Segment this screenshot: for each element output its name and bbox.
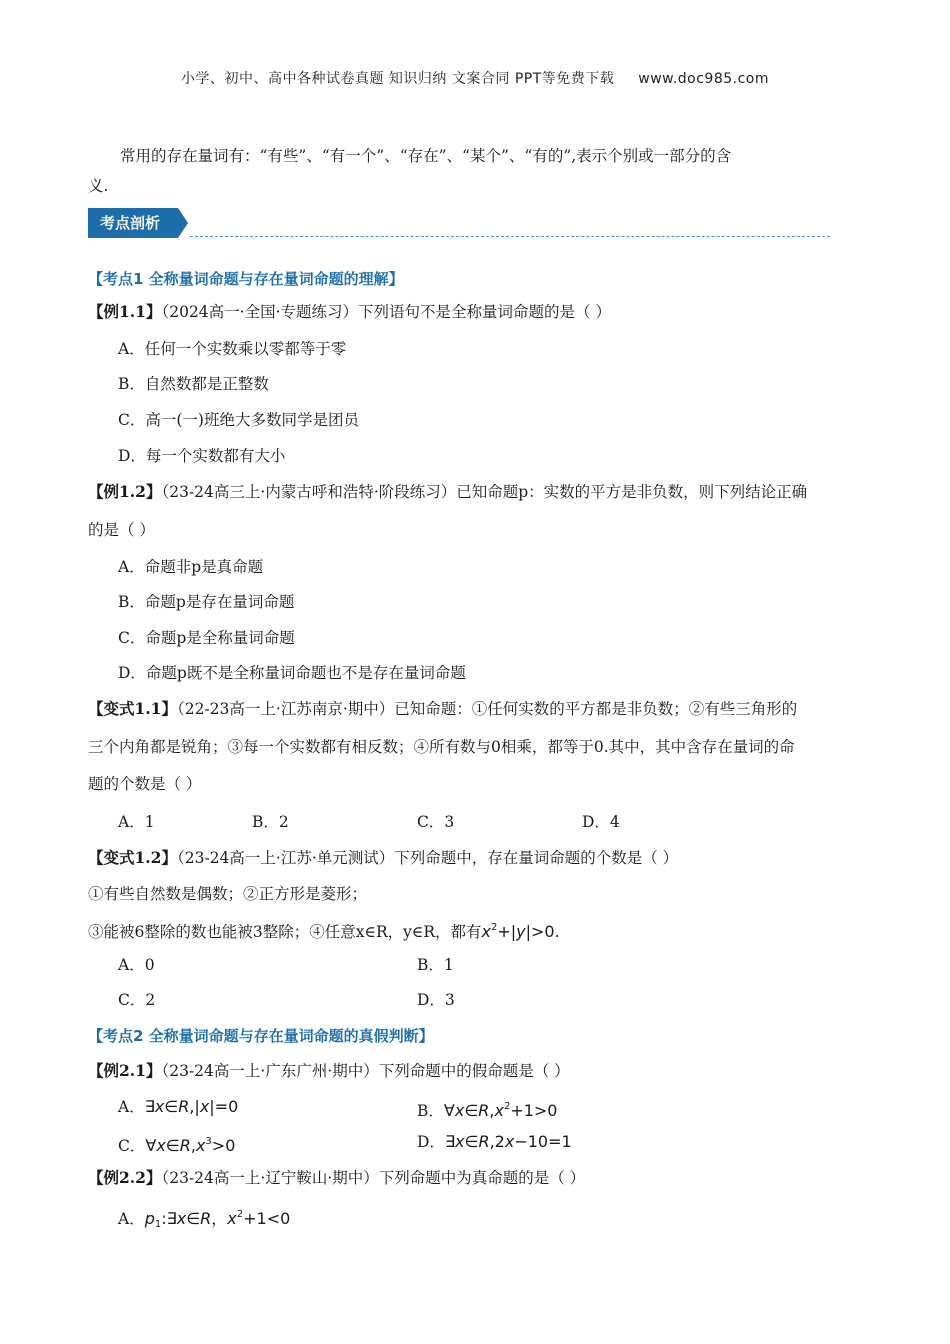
option-a xyxy=(118,1097,238,1117)
option-c: C．2 xyxy=(118,991,156,1009)
example-text: （23-24高一上·辽宁鞍山·期中）下列命题中为真命题的是（ ） xyxy=(161,1169,586,1187)
option-label: D． xyxy=(417,1133,445,1151)
example-tag: 【例2.2】 xyxy=(88,1168,162,1187)
example-text: （23-24高一上·江苏·单元测试）下列命题中，存在量词命题的个数是（ ） xyxy=(176,849,679,867)
option-d: D．命题p既不是全称量词命题也不是存在量词命题 xyxy=(118,664,466,682)
dashed-divider xyxy=(190,236,830,237)
option-label: C． xyxy=(118,1137,146,1155)
option-d xyxy=(417,1132,572,1152)
example-2-1-stem xyxy=(88,1061,868,1081)
example-tag: 【例2.1】 xyxy=(88,1061,162,1080)
option-c: C．高一(一)班绝大多数同学是团员 xyxy=(118,411,359,429)
variant-1-2-stem xyxy=(88,848,868,868)
section-title-2: 【考点2 全称量词命题与存在量词命题的真假判断】 xyxy=(88,1027,434,1045)
variant-1-2-line-2: ①有些自然数是偶数；②正方形是菱形； xyxy=(88,885,368,903)
example-text: （23-24高三上·内蒙古呼和浩特·阶段练习）已知命题p：实数的平方是非负数，则下列结论正确 xyxy=(161,483,808,501)
option-b xyxy=(417,1097,557,1121)
example-1-2-stem-2: 的是（ ） xyxy=(88,521,155,539)
variant-text: ③能被6整除的数也能被3整除；④任意x∈R，y∈R，都有 xyxy=(88,923,482,941)
option-label: B． xyxy=(417,1102,444,1120)
option-a: A．0 xyxy=(118,956,155,974)
math-formula: $x^2+|y|>0$ xyxy=(481,922,555,941)
math-formula: $p_1:\exists x\in R$，$x^2+1<0$ xyxy=(144,1209,291,1230)
banner-label: 考点剖析 xyxy=(100,214,161,232)
option-b: B．自然数都是正整数 xyxy=(118,375,269,393)
math-formula: ∃x∈R,2x−10=1 xyxy=(444,1132,572,1151)
option-d: D．3 xyxy=(417,991,455,1009)
option-c: C．3 xyxy=(417,813,455,831)
example-1-1-stem xyxy=(88,302,868,322)
math-formula: ∃x∈R,|x|=0 xyxy=(144,1097,239,1116)
header-url: www.doc985.com xyxy=(638,71,770,87)
option-c xyxy=(118,1132,235,1156)
page-header xyxy=(0,68,950,88)
option-b: B．命题p是存在量词命题 xyxy=(118,593,295,611)
math-formula: $\forall x\in R,x^2+1>0$ xyxy=(443,1101,558,1120)
option-a: A．1 xyxy=(118,813,155,831)
option-b: B．1 xyxy=(417,956,454,974)
example-tag: 【变式1.2】 xyxy=(88,848,177,867)
example-tag: 【变式1.1】 xyxy=(88,699,177,718)
example-1-2-stem xyxy=(88,482,868,502)
option-d: D．4 xyxy=(582,813,620,831)
option-c: C．命题p是全称量词命题 xyxy=(118,629,295,647)
intro-line-2: 义. xyxy=(88,177,109,195)
variant-1-1-stem xyxy=(88,699,868,719)
example-text: （22-23高一上·江苏南京·期中）已知命题：①任何实数的平方都是非负数；②有些三角形的 xyxy=(176,700,798,718)
example-text: （23-24高一上·广东广州·期中）下列命题中的假命题是（ ） xyxy=(161,1062,570,1080)
option-a: A．命题非p是真命题 xyxy=(118,558,264,576)
option-b: B．2 xyxy=(252,813,289,831)
header-text: 小学、初中、高中各种试卷真题 知识归纳 文案合同 PPT等免费下载 xyxy=(180,71,615,87)
intro-line-1: 常用的存在量词有：“有些”、“有一个”、“存在”、“某个”、“有的”,表示个别或一部分的含 xyxy=(120,147,732,165)
option-a xyxy=(118,1205,290,1235)
option-d: D．每一个实数都有大小 xyxy=(118,447,286,465)
option-a: A．任何一个实数乘以零都等于零 xyxy=(118,340,347,358)
math-formula: $\forall x\in R,x^3>0$ xyxy=(145,1136,236,1155)
example-tag: 【例1.2】 xyxy=(88,482,162,501)
option-label: A． xyxy=(118,1098,145,1116)
section-title-1: 【考点1 全称量词命题与存在量词命题的理解】 xyxy=(88,270,404,288)
variant-1-1-stem-2: 三个内角都是锐角；③每一个实数都有相反数；④所有数与0相乘，都等于0.其中，其中含存在量词的命 xyxy=(88,738,795,756)
example-2-2-stem xyxy=(88,1168,868,1188)
variant-1-2-line-3: ③能被6整除的数也能被3整除；④任意x∈R，y∈R，都有$x^2+|y|>0$. xyxy=(88,922,560,941)
example-tag: 【例1.1】 xyxy=(88,302,162,321)
option-label: A． xyxy=(118,1210,145,1228)
example-text: （2024高一·全国·专题练习）下列语句不是全称量词命题的是（ ） xyxy=(161,303,611,321)
variant-1-1-stem-3: 题的个数是（ ） xyxy=(88,775,202,793)
